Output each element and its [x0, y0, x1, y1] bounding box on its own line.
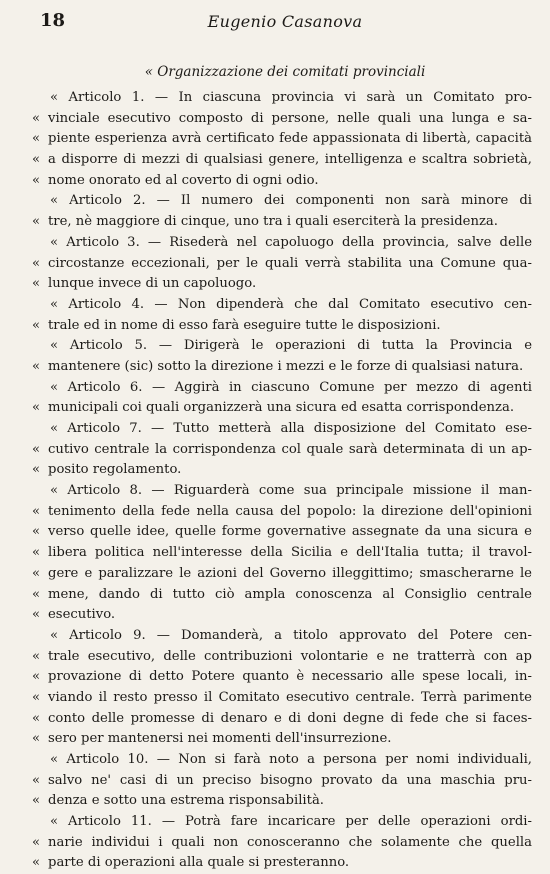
line-text: a disporre di mezzi di qualsiasi genere, intelligenza e scaltra sobrietà,: [48, 152, 532, 168]
page-header: [40, 10, 530, 38]
text-line: [32, 853, 532, 874]
quote-mark: «: [32, 214, 41, 230]
quote-mark: «: [32, 855, 41, 871]
line-text: conto delle promesse di denaro e di doni degne di fede che si faces-: [48, 710, 532, 726]
quote-mark: «: [32, 710, 41, 726]
page-number: 18: [40, 10, 66, 31]
text-line: [32, 274, 532, 295]
quote-mark: «: [32, 772, 41, 788]
quote-mark: «: [32, 462, 41, 478]
line-text: piente esperienza avrà certificato fede appassionata di libertà, capacità: [48, 131, 532, 147]
text-line: [32, 585, 532, 606]
line-text: « Articolo 10. — Non si farà noto a persona per nomi individuali,: [50, 752, 532, 767]
quote-mark: «: [32, 131, 41, 147]
line-text: provazione di detto Potere quanto è necessario alle spese locali, in-: [48, 669, 532, 685]
line-text: esecutivo.: [48, 607, 116, 623]
text-line: [32, 150, 532, 171]
text-line: [32, 750, 532, 771]
text-line: [32, 605, 532, 626]
line-text: vinciale esecutivo composto di persone, nelle quali una lunga e sa-: [48, 110, 532, 126]
text-line: [32, 791, 532, 812]
line-text: « Articolo 8. — Riguarderà come sua principale missione il man-: [50, 483, 532, 499]
line-text: « Articolo 6. — Aggirà in ciascuno Comune per mezzo di agenti: [50, 379, 532, 395]
line-text: mene, dando di tutto ciò ampla conoscenza al Consiglio centrale: [48, 586, 532, 602]
text-line: [32, 812, 532, 833]
line-text: « Articolo 2. — Il numero dei componenti non sarà minore di: [50, 193, 532, 209]
text-line: [32, 502, 532, 523]
text-line: [32, 440, 532, 461]
quote-mark: «: [32, 648, 41, 664]
line-text: « Articolo 7. — Tutto metterà alla disposizione del Comitato ese-: [50, 421, 532, 436]
text-line: [32, 460, 532, 481]
quote-mark: «: [32, 400, 41, 416]
quote-mark: «: [32, 524, 41, 540]
quote-mark: «: [32, 110, 41, 126]
line-text: lunque invece di un capoluogo.: [48, 276, 257, 292]
text-line: [32, 109, 532, 130]
quote-mark: «: [32, 586, 41, 602]
line-text: « Articolo 5. — Dirigerà le operazioni di tutta la Provincia e: [50, 338, 532, 354]
text-line: [32, 357, 532, 378]
text-line: [32, 212, 532, 233]
quote-mark: «: [32, 689, 41, 705]
quote-mark: «: [32, 255, 41, 271]
text-line: [32, 336, 532, 357]
line-text: sero per mantenersi nei momenti dell'insurrezione.: [48, 731, 392, 747]
quote-mark: «: [32, 545, 41, 561]
line-text: « Articolo 4. — Non dipenderà che dal Comitato esecutivo cen-: [50, 296, 532, 312]
line-text: denza e sotto una estrema risponsabilità.: [48, 793, 324, 809]
text-line: [32, 129, 532, 150]
text-line: [32, 709, 532, 730]
text-line: [32, 688, 532, 709]
text-line: [32, 647, 532, 668]
quote-mark: «: [32, 793, 41, 809]
section-title: « Organizzazione dei comitati provinciali: [144, 64, 426, 80]
text-line: [32, 564, 532, 585]
line-text: cutivo centrale la corrispondenza col quale sarà determinata di un ap-: [48, 441, 532, 457]
line-text: parte di operazioni alla quale si presteranno.: [48, 855, 350, 871]
text-line: [32, 626, 532, 647]
text-line: [32, 522, 532, 543]
line-text: circostanze eccezionali, per le quali verrà stabilita una Comune qua-: [48, 255, 532, 271]
quote-mark: «: [32, 317, 41, 333]
line-text: « Articolo 3. — Risederà nel capoluogo della provincia, salve delle: [50, 234, 532, 250]
line-text: viando il resto presso il Comitato esecutivo centrale. Terrà parimente: [48, 689, 532, 705]
text-line: [32, 481, 532, 502]
line-text: salvo ne' casi di un preciso bisogno provato da una maschia pru-: [48, 772, 532, 788]
quote-mark: «: [32, 607, 41, 623]
text-line: [32, 171, 532, 192]
text-line: [32, 729, 532, 750]
text-line: [32, 191, 532, 212]
line-text: trale esecutivo, delle contribuzioni volontarie e ne tratterrà con ap: [48, 648, 532, 664]
quote-mark: «: [32, 441, 41, 457]
text-line: [32, 543, 532, 564]
quote-mark: «: [32, 731, 41, 747]
line-text: tre, nè maggiore di cinque, uno tra i quali eserciterà la presidenza.: [48, 214, 498, 230]
text-line: [32, 233, 532, 254]
text-line: [32, 667, 532, 688]
line-text: gere e paralizzare le azioni del Governo illeggittimo; smascherarne le: [48, 565, 532, 581]
quote-mark: «: [32, 152, 41, 168]
quote-mark: «: [32, 565, 41, 581]
text-line: [32, 398, 532, 419]
text-line: [32, 378, 532, 399]
line-text: « Articolo 1. — In ciascuna provincia vi sarà un Comitato pro-: [50, 90, 532, 105]
line-text: nome onorato ed al coverto di ogni odio.: [48, 172, 319, 188]
quote-mark: «: [32, 834, 41, 850]
text-line: [32, 833, 532, 854]
quote-mark: «: [32, 276, 41, 292]
quote-mark: «: [32, 669, 41, 685]
line-text: trale ed in nome di esso farà eseguire tutte le disposizioni.: [48, 317, 441, 333]
line-text: « Articolo 9. — Domanderà, a titolo approvato del Potere cen-: [50, 627, 532, 643]
text-line: [32, 254, 532, 275]
line-text: tenimento della fede nella causa del popolo: la direzione dell'opinioni: [48, 503, 532, 519]
text-line: [32, 295, 532, 316]
quote-mark: «: [32, 503, 41, 519]
line-text: posito regolamento.: [48, 462, 182, 478]
running-head: Eugenio Casanova: [207, 12, 363, 31]
line-text: libera politica nell'interesse della Sicilia e dell'Italia tutta; il travol-: [48, 545, 532, 561]
line-text: municipali coi quali organizzerà una sicura ed esatta corrispondenza.: [48, 400, 515, 416]
line-text: narie individui i quali non conosceranno che solamente che quella: [48, 834, 532, 850]
quote-mark: «: [32, 358, 41, 374]
line-text: verso quelle idee, quelle forme governative assegnate da una sicura e: [48, 524, 532, 540]
body-text: [32, 88, 532, 874]
text-line: [32, 316, 532, 337]
line-text: « Articolo 11. — Potrà fare incaricare per delle operazioni ordi-: [50, 814, 532, 830]
text-line: [32, 419, 532, 440]
quote-mark: «: [32, 172, 41, 188]
line-text: mantenere (sic) sotto la direzione i mezzi e le forze di qualsiasi natura.: [48, 358, 524, 374]
text-line: [32, 771, 532, 792]
text-line: [32, 88, 532, 109]
